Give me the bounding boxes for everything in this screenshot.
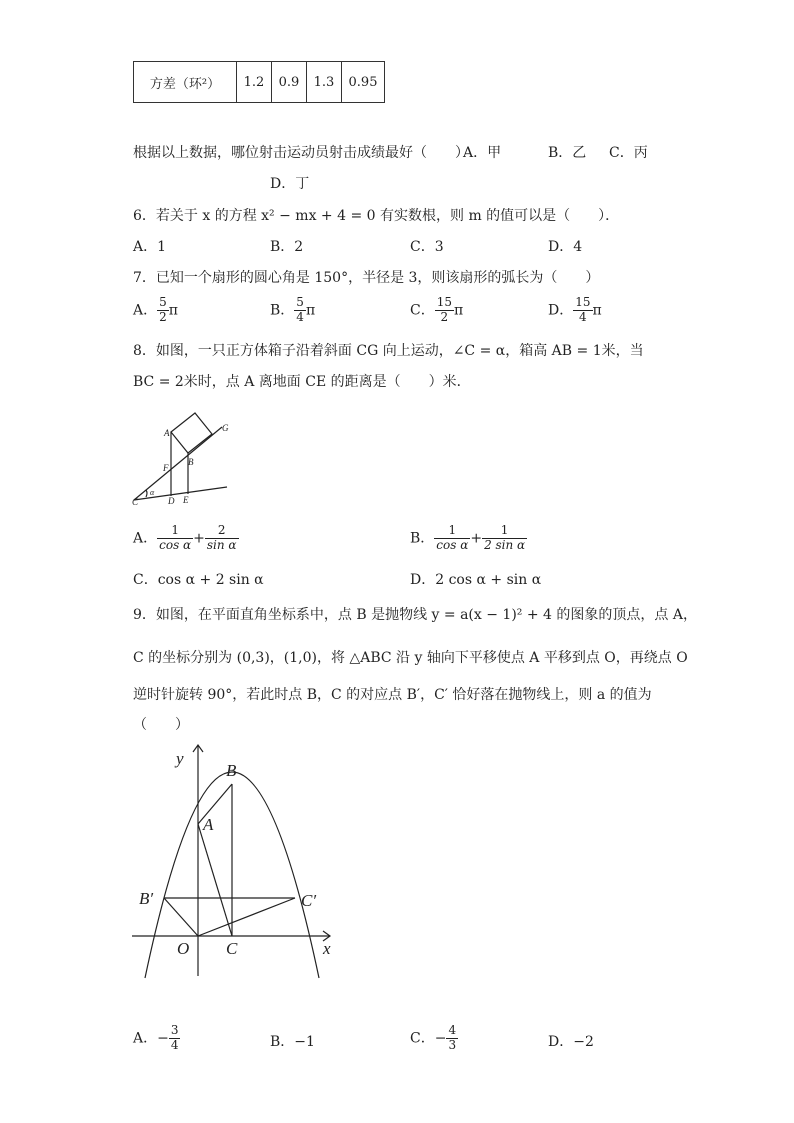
fraction-denominator: 2 sin α bbox=[484, 537, 526, 552]
label-b: B bbox=[188, 457, 194, 467]
pi-symbol: π bbox=[305, 302, 316, 319]
plus-sign: + bbox=[470, 530, 483, 547]
fraction-numerator: 15 bbox=[436, 295, 452, 309]
option-label: A．− bbox=[133, 1030, 169, 1047]
fraction bbox=[446, 1024, 458, 1053]
fraction-numerator: 2 bbox=[205, 524, 239, 539]
fraction bbox=[294, 296, 306, 325]
fraction-numerator: 15 bbox=[575, 295, 591, 309]
variance-value-jia: 1.2 bbox=[237, 62, 272, 103]
option-label: C．− bbox=[410, 1030, 447, 1047]
q7-option-a bbox=[133, 296, 178, 325]
segment-obp bbox=[164, 898, 198, 936]
fraction bbox=[157, 296, 169, 325]
fraction bbox=[157, 524, 193, 553]
label-b-prime: B′ bbox=[139, 889, 154, 908]
variance-table bbox=[133, 61, 385, 103]
option-label: A． bbox=[133, 530, 158, 547]
option-label: D． bbox=[548, 302, 574, 319]
label-g: G bbox=[222, 423, 229, 433]
pi-symbol: π bbox=[454, 302, 464, 319]
q5-option-b: B．乙 bbox=[548, 145, 587, 161]
label-f: F bbox=[163, 463, 169, 473]
table-row bbox=[134, 62, 385, 103]
fraction-numerator: 5 bbox=[159, 295, 167, 309]
q8-stem-line1: 8．如图，一只正方体箱子沿着斜面 CG 向上运动，∠C = α，箱高 AB = 1米，当 bbox=[133, 343, 644, 359]
q7-option-c bbox=[410, 296, 463, 325]
pi-symbol: π bbox=[592, 302, 602, 319]
q6-option-c: C．3 bbox=[410, 239, 444, 255]
fraction-numerator: 1 bbox=[434, 524, 470, 539]
q5-stem: 根据以上数据，哪位射击运动员射击成绩最好（ ） bbox=[133, 145, 469, 161]
q9-stem-line2: C 的坐标分别为 (0,3)，(1,0)，将 △ABC 沿 y 轴向下平移使点 A 平移到点 O，再绕点 O bbox=[133, 650, 688, 666]
segment-ocp bbox=[198, 898, 295, 936]
q6-option-b: B．2 bbox=[270, 239, 304, 255]
fraction-numerator: 1 bbox=[482, 524, 527, 539]
q7-option-b bbox=[270, 296, 315, 325]
label-c: C bbox=[132, 497, 139, 505]
fraction bbox=[573, 296, 592, 325]
q6-option-a: A．1 bbox=[133, 239, 167, 255]
q5-option-a: A．甲 bbox=[463, 145, 502, 161]
fraction-numerator: 4 bbox=[448, 1023, 457, 1037]
q9-option-d: D．−2 bbox=[548, 1034, 594, 1050]
fraction bbox=[205, 524, 239, 553]
q8-option-b bbox=[410, 524, 527, 553]
fraction-denominator: 4 bbox=[579, 309, 587, 324]
label-c-prime: C′ bbox=[301, 891, 317, 910]
fraction bbox=[169, 1024, 181, 1053]
fraction bbox=[435, 296, 454, 325]
q9-option-c bbox=[410, 1024, 458, 1053]
pi-symbol: π bbox=[168, 302, 178, 319]
variance-value-bing: 1.3 bbox=[307, 62, 342, 103]
fraction-denominator: 2 bbox=[159, 309, 167, 324]
q8-stem-line2: BC = 2米时，点 A 离地面 CE 的距离是（ ）米． bbox=[133, 374, 471, 390]
fraction-denominator: cos α bbox=[436, 537, 469, 552]
q5-option-c: C．丙 bbox=[609, 145, 648, 161]
label-b: B bbox=[226, 761, 237, 780]
q9-stem-line3: 逆时针旋转 90°，若此时点 B，C 的对应点 B′，C′ 恰好落在抛物线上，则 a 的值为 bbox=[133, 687, 652, 703]
q9-stem-line4: （ ） bbox=[133, 717, 189, 733]
fraction bbox=[482, 524, 527, 553]
segment-ac bbox=[198, 824, 232, 936]
label-alpha: α bbox=[150, 488, 155, 497]
label-y: y bbox=[176, 749, 184, 768]
q6-option-d: D．4 bbox=[548, 239, 583, 255]
fraction-numerator: 5 bbox=[296, 295, 304, 309]
label-c: C bbox=[226, 939, 238, 958]
q5-option-d: D．丁 bbox=[270, 176, 310, 192]
fraction-numerator: 1 bbox=[157, 524, 193, 539]
label-a: A bbox=[203, 815, 214, 834]
fraction-denominator: 4 bbox=[296, 309, 304, 324]
label-a: A bbox=[164, 428, 170, 438]
plus-sign: + bbox=[193, 530, 205, 547]
q9-option-a bbox=[133, 1024, 180, 1053]
q6-stem: 6．若关于 x 的方程 x² − mx + 4 = 0 有实数根，则 m 的值可以是（ ）． bbox=[133, 208, 620, 224]
variance-value-yi: 0.9 bbox=[272, 62, 307, 103]
fraction-denominator: cos α bbox=[159, 537, 192, 552]
q9-option-b: B．−1 bbox=[270, 1034, 315, 1050]
option-label: A． bbox=[133, 302, 158, 319]
q9-stem-line1: 9．如图，在平面直角坐标系中，点 B 是抛物线 y = a(x − 1)² + 4 的图象的顶点，点 A， bbox=[133, 607, 697, 623]
fraction-denominator: sin α bbox=[206, 537, 237, 552]
label-e: E bbox=[183, 495, 189, 505]
q7-stem: 7．已知一个扇形的圆心角是 150°，半径是 3，则该扇形的弧长为（ ） bbox=[133, 270, 600, 286]
option-label: B． bbox=[270, 302, 295, 319]
q8-option-d: D．2 cos α + sin α bbox=[410, 572, 542, 588]
variance-label: 方差（环²） bbox=[134, 62, 237, 103]
q9-figure bbox=[130, 740, 350, 985]
fraction bbox=[434, 524, 470, 553]
label-d: D bbox=[168, 496, 175, 505]
label-x: x bbox=[323, 939, 331, 958]
q8-figure bbox=[130, 405, 235, 505]
fraction-denominator: 2 bbox=[440, 309, 449, 324]
box-square bbox=[171, 413, 212, 453]
alpha-arc bbox=[146, 490, 147, 497]
variance-value-ding: 0.95 bbox=[342, 62, 385, 103]
q8-option-c: C．cos α + 2 sin α bbox=[133, 572, 264, 588]
fraction-denominator: 3 bbox=[448, 1037, 457, 1052]
option-label: B． bbox=[410, 530, 435, 547]
fraction-denominator: 4 bbox=[170, 1037, 179, 1052]
label-o: O bbox=[177, 939, 190, 958]
q8-option-a bbox=[133, 524, 239, 553]
q7-option-d bbox=[548, 296, 602, 325]
option-label: C． bbox=[410, 302, 435, 319]
fraction-numerator: 3 bbox=[170, 1023, 179, 1037]
